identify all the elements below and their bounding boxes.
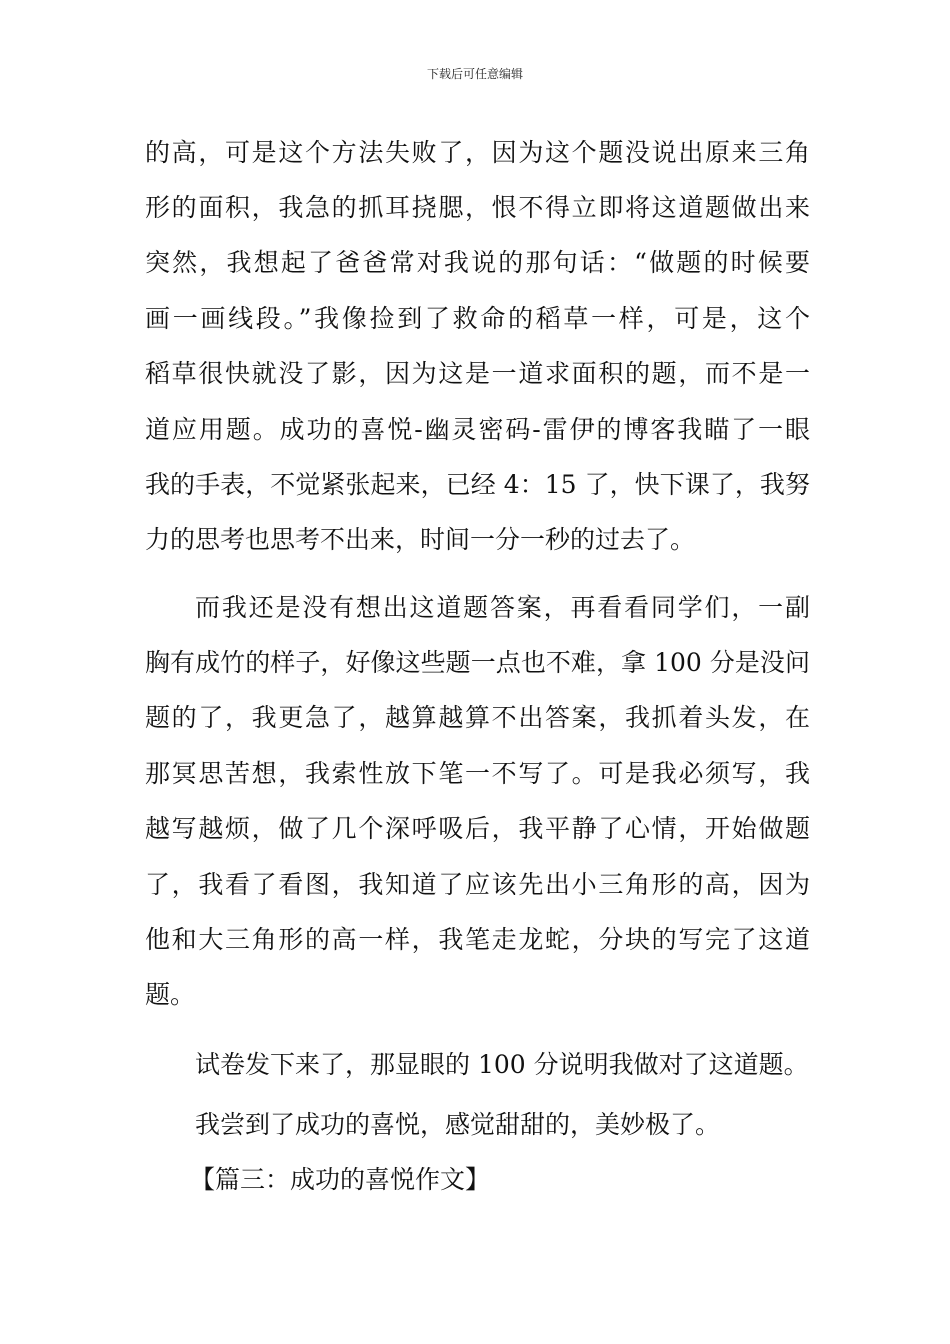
text-line-17: 试卷发下来了，那显眼的 100 分说明我做对了这道题。 xyxy=(195,1050,809,1079)
text-line-4: 画一画线段。”我像捡到了救命的稻草一样，可是，这个 xyxy=(145,304,810,333)
text-line-11: 题的了，我更急了，越算越算不出答案，我抓着头发，在 xyxy=(145,703,810,732)
text-line-10: 胸有成竹的样子，好像这些题一点也不难，拿 100 分是没问 xyxy=(145,648,810,677)
text-line-5: 稻草很快就没了影，因为这是一道求面积的题，而不是一 xyxy=(145,359,810,388)
text-line-8: 力的思考也思考不出来，时间一分一秒的过去了。 xyxy=(145,525,696,554)
text-line-15: 他和大三角形的高一样，我笔走龙蛇，分块的写完了这道 xyxy=(145,925,810,954)
text-line-12: 那冥思苦想，我索性放下笔一不写了。可是我必须写，我 xyxy=(145,759,810,788)
text-line-2: 形的面积，我急的抓耳挠腮，恨不得立即将这道题做出来 xyxy=(145,193,810,222)
text-line-18: 我尝到了成功的喜悦，感觉甜甜的，美妙极了。 xyxy=(195,1110,721,1139)
header-note: 下载后可任意编辑 xyxy=(426,67,523,81)
text-line-13: 越写越烦，做了几个深呼吸后，我平静了心情，开始做题 xyxy=(145,814,810,843)
text-line-9: 而我还是没有想出这道题答案，再看看同学们，一副 xyxy=(195,593,810,622)
section-heading: 【篇三：成功的喜悦作文】 xyxy=(190,1165,491,1194)
text-line-1: 的高，可是这个方法失败了，因为这个题没说出原来三角 xyxy=(145,138,810,167)
text-line-14: 了，我看了看图，我知道了应该先出小三角形的高，因为 xyxy=(145,870,810,899)
text-line-3: 突然，我想起了爸爸常对我说的那句话：“做题的时候要 xyxy=(145,248,810,277)
text-line-6: 道应用题。成功的喜悦-幽灵密码-雷伊的博客我瞄了一眼 xyxy=(145,415,810,444)
text-line-16: 题。 xyxy=(145,980,196,1009)
text-line-7: 我的手表，不觉紧张起来，已经 4：15 了，快下课了，我努 xyxy=(145,470,810,499)
